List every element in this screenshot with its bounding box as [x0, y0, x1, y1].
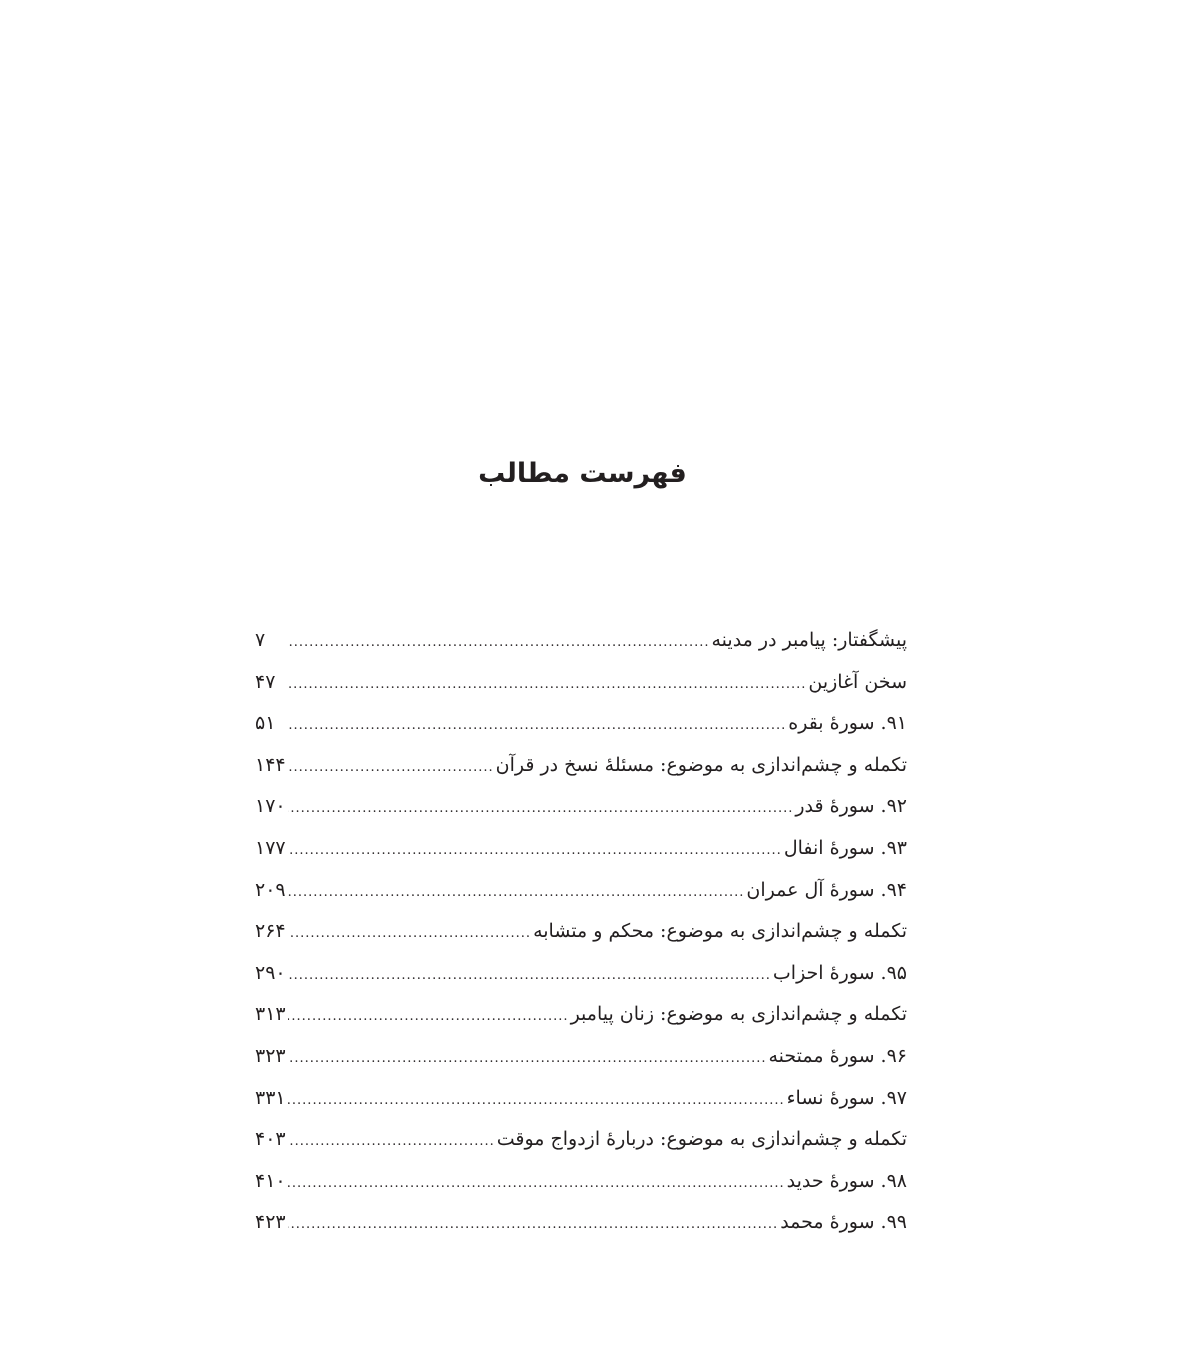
toc-entry-label: تکمله و چشم‌اندازی به موضوع: مسئلهٔ نسخ در قرآن — [495, 753, 907, 776]
toc-entry-label: ۹۹. سورهٔ محمد — [780, 1211, 907, 1234]
dot-leader — [288, 955, 771, 997]
toc-entry-page: ۲۰۹ — [255, 878, 286, 901]
toc-entry — [255, 1161, 907, 1203]
toc-entry — [255, 828, 907, 870]
dot-leader — [288, 788, 794, 830]
toc-entry-label: تکمله و چشم‌اندازی به موضوع: زنان پیامبر — [570, 1003, 907, 1026]
toc-entry-label: ۹۷. سورهٔ نساء — [786, 1086, 907, 1109]
dot-leader — [287, 664, 806, 706]
toc-entry — [255, 911, 907, 953]
dot-leader — [288, 996, 569, 1038]
dot-leader — [288, 1204, 779, 1246]
toc-entry — [255, 870, 907, 912]
toc-entry-label: تکمله و چشم‌اندازی به موضوع: محکم و متشابه — [533, 920, 907, 943]
toc-entry — [255, 994, 907, 1036]
toc-entry-page: ۴۲۳ — [255, 1211, 286, 1234]
toc-entry-page: ۴۱۰ — [255, 1169, 286, 1192]
dot-leader — [288, 1080, 785, 1122]
dot-leader — [287, 622, 710, 664]
toc-entry — [255, 745, 907, 787]
toc-entry-label: ۹۸. سورهٔ حدید — [786, 1169, 907, 1192]
dot-leader — [288, 747, 494, 789]
toc-entry-label: تکمله و چشم‌اندازی به موضوع: دربارهٔ ازدواج موقت — [496, 1128, 907, 1151]
toc-entry-label: ۹۶. سورهٔ ممتحنه — [768, 1044, 907, 1067]
toc-entry-label: پیشگفتار: پیامبر در مدینه — [711, 629, 907, 651]
toc-entry — [255, 662, 907, 704]
toc-entry — [255, 1078, 907, 1120]
toc-entry-label: ۹۱. سورهٔ بقره — [788, 712, 907, 735]
toc-entry — [255, 786, 907, 828]
toc-entry-label: ۹۲. سورهٔ قدر — [795, 795, 907, 818]
toc-entry — [255, 953, 907, 995]
toc-entry — [255, 1202, 907, 1244]
toc-entry-page: ۳۱۳ — [255, 1003, 286, 1026]
dot-leader — [288, 830, 782, 872]
toc-entry-page: ۳۳۱ — [255, 1086, 286, 1109]
toc-entry-page: ۲۹۰ — [255, 961, 286, 984]
toc-entry-page: ۱۷۰ — [255, 795, 286, 818]
toc-entry-page: ۳۲۳ — [255, 1044, 286, 1067]
dot-leader — [288, 1038, 767, 1080]
toc-entry-page: ۲۶۴ — [255, 920, 286, 943]
toc-entry-page: ۱۷۷ — [255, 836, 286, 859]
dot-leader — [288, 1163, 785, 1205]
toc-entry-label: ۹۵. سورهٔ احزاب — [772, 961, 907, 984]
toc-entry — [255, 1119, 907, 1161]
dot-leader — [288, 872, 745, 914]
toc-entry-label: سخن آغازین — [808, 670, 907, 693]
page-title: فهرست مطالب — [478, 458, 687, 489]
toc-entry-page: ۴۷ — [255, 670, 276, 693]
toc-entry — [255, 620, 907, 662]
table-of-contents — [255, 620, 907, 1244]
toc-entry-label: ۹۴. سورهٔ آل عمران — [746, 878, 907, 901]
dot-leader — [288, 913, 531, 955]
toc-entry — [255, 1036, 907, 1078]
toc-entry-page: ۷ — [255, 629, 266, 651]
toc-entry-page: ۵۱ — [255, 712, 276, 735]
toc-entry-page: ۱۴۴ — [255, 753, 286, 776]
dot-leader — [288, 1121, 495, 1163]
dot-leader — [287, 705, 786, 747]
toc-entry — [255, 703, 907, 745]
toc-entry-label: ۹۳. سورهٔ انفال — [783, 836, 907, 859]
toc-entry-page: ۴۰۳ — [255, 1128, 286, 1151]
